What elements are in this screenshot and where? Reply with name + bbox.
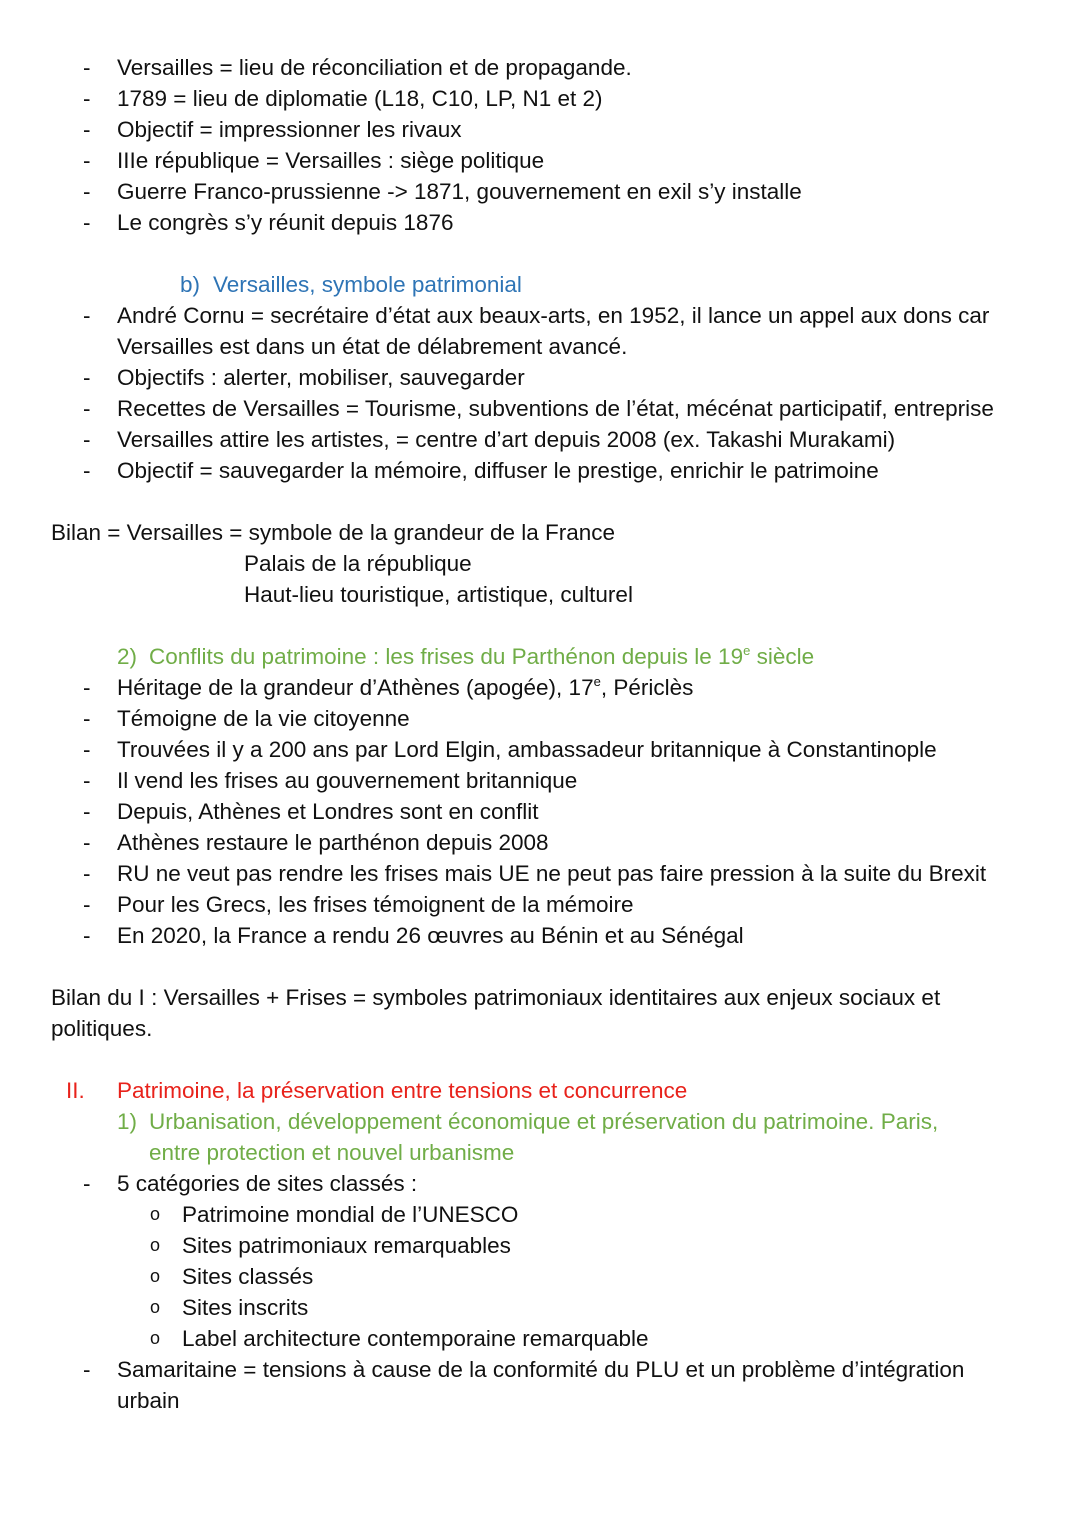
bullet-dash: - (83, 892, 91, 917)
subheading-text: entre protection et nouvel urbanisme (149, 1140, 515, 1165)
bullet-dash: - (83, 427, 91, 452)
bullet-text: Guerre Franco-prussienne -> 1871, gouvernement en exil s’y installe (117, 179, 802, 204)
sub-bullet-text: Label architecture contemporaine remarquable (182, 1326, 649, 1351)
bullet-dash: - (83, 861, 91, 886)
bullet-item (0, 765, 1080, 796)
bullet-item (0, 300, 1080, 331)
bullet-item (0, 145, 1080, 176)
bullet-text: RU ne veut pas rendre les frises mais UE ne peut pas faire pression à la suite du Brexit (117, 861, 987, 886)
bullet-text: Trouvées il y a 200 ans par Lord Elgin, ambassadeur britannique à Constantinople (117, 737, 937, 762)
bullet-dash: - (83, 86, 91, 111)
circle-bullet-icon: o (150, 1328, 161, 1348)
subheading-2 (0, 641, 1080, 672)
subheading-1 (0, 1106, 1080, 1137)
bullet-dash: - (83, 396, 91, 421)
bullet-dash: - (83, 737, 91, 762)
bullet-dash: - (83, 55, 91, 80)
bullet-text: Pour les Grecs, les frises témoignent de la mémoire (117, 892, 634, 917)
bullet-text: Depuis, Athènes et Londres sont en conflit (117, 799, 539, 824)
bilan-line (0, 982, 1080, 1013)
bullet-item (0, 827, 1080, 858)
bilan-text: politiques. (51, 1016, 153, 1041)
subheading-text: Urbanisation, développement économique et préservation du patrimoine. Paris, (149, 1109, 939, 1134)
sub-bullet-text: Sites classés (182, 1264, 314, 1289)
bullet-text: Versailles est dans un état de délabrement avancé. (117, 334, 628, 359)
bullet-text: Athènes restaure le parthénon depuis 2008 (117, 830, 549, 855)
bullet-dash: - (83, 1171, 91, 1196)
section-heading (0, 1075, 1080, 1106)
bilan-text: Haut-lieu touristique, artistique, culturel (244, 582, 633, 607)
subheading-text: Versailles, symbole patrimonial (213, 272, 522, 297)
bullet-dash: - (83, 768, 91, 793)
subheading-b (0, 269, 1080, 300)
bilan-line (0, 579, 1080, 610)
circle-bullet-icon: o (150, 1235, 161, 1255)
bullet-item (0, 858, 1080, 889)
bullet-item (0, 52, 1080, 83)
bullet-item (0, 424, 1080, 455)
bullet-text: Objectif = sauvegarder la mémoire, diffuser le prestige, enrichir le patrimoine (117, 458, 879, 483)
bullet-text: Versailles = lieu de réconciliation et de propagande. (117, 55, 632, 80)
bullet-dash: - (83, 117, 91, 142)
subheading-text: Conflits du patrimoine : les frises du Parthénon depuis le 19e siècle (149, 643, 815, 669)
bullet-text: IIIe république = Versailles : siège politique (117, 148, 545, 173)
circle-bullet-icon: o (150, 1266, 161, 1286)
sub-bullet-text: Sites patrimoniaux remarquables (182, 1233, 511, 1258)
sub-bullet-item (0, 1230, 1080, 1261)
subheading-marker: 2) (117, 644, 138, 669)
bullet-item (0, 393, 1080, 424)
bullet-item (0, 734, 1080, 765)
bilan-text: Palais de la république (244, 551, 472, 576)
bullet-dash: - (83, 365, 91, 390)
bullet-continuation (0, 331, 1080, 362)
bullet-text: Le congrès s’y réunit depuis 1876 (117, 210, 454, 235)
bullet-item (0, 889, 1080, 920)
bullet-dash: - (83, 799, 91, 824)
section-title: Patrimoine, la préservation entre tensions et concurrence (117, 1078, 688, 1103)
subheading-1-continuation (0, 1137, 1080, 1168)
bullet-item (0, 672, 1080, 703)
bilan-line (0, 1013, 1080, 1044)
bilan-text: Bilan = Versailles = symbole de la grandeur de la France (51, 520, 616, 545)
bullet-dash: - (83, 210, 91, 235)
bullet-dash: - (83, 148, 91, 173)
circle-bullet-icon: o (150, 1297, 161, 1317)
bullet-item (0, 362, 1080, 393)
bullet-item (0, 703, 1080, 734)
bullet-text: 1789 = lieu de diplomatie (L18, C10, LP, N1 et 2) (117, 86, 603, 111)
bullet-text: Versailles attire les artistes, = centre d’art depuis 2008 (ex. Takashi Murakami) (117, 427, 896, 452)
bullet-dash: - (83, 830, 91, 855)
bullet-dash: - (83, 706, 91, 731)
sub-bullet-item (0, 1292, 1080, 1323)
sub-bullet-item (0, 1261, 1080, 1292)
bullet-text: Samaritaine = tensions à cause de la conformité du PLU et un problème d’intégration (117, 1357, 965, 1382)
bullet-text: Recettes de Versailles = Tourisme, subventions de l’état, mécénat participatif, entreprise (117, 396, 994, 421)
bullet-item (0, 207, 1080, 238)
bilan-line (0, 517, 1080, 548)
bilan-line (0, 548, 1080, 579)
bullet-dash: - (83, 1357, 91, 1382)
subheading-marker: 1) (117, 1109, 138, 1134)
bilan-text: Bilan du I : Versailles + Frises = symboles patrimoniaux identitaires aux enjeux sociaux et (51, 985, 941, 1010)
bullet-text: 5 catégories de sites classés : (117, 1171, 418, 1196)
bullet-dash: - (83, 179, 91, 204)
bullet-continuation (0, 1385, 1080, 1416)
circle-bullet-icon: o (150, 1204, 161, 1224)
bullet-text: André Cornu = secrétaire d’état aux beaux-arts, en 1952, il lance un appel aux dons car (117, 303, 990, 328)
sub-bullet-item (0, 1323, 1080, 1354)
bullet-item (0, 83, 1080, 114)
section-numeral: II. (66, 1078, 85, 1103)
bullet-item (0, 796, 1080, 827)
bullet-dash: - (83, 923, 91, 948)
bullet-dash: - (83, 458, 91, 483)
bullet-text: Héritage de la grandeur d’Athènes (apogée), 17e, Périclès (117, 674, 694, 700)
subheading-marker: b) (180, 272, 201, 297)
bullet-item (0, 114, 1080, 145)
bullet-text: Objectif = impressionner les rivaux (117, 117, 462, 142)
sub-bullet-text: Patrimoine mondial de l’UNESCO (182, 1202, 519, 1227)
bullet-text: urbain (117, 1388, 180, 1413)
bullet-text: En 2020, la France a rendu 26 œuvres au Bénin et au Sénégal (117, 923, 744, 948)
bullet-item (0, 1168, 1080, 1199)
sub-bullet-text: Sites inscrits (182, 1295, 309, 1320)
bullet-text: Il vend les frises au gouvernement britannique (117, 768, 578, 793)
bullet-text: Objectifs : alerter, mobiliser, sauvegarder (117, 365, 525, 390)
bullet-item (0, 1354, 1080, 1385)
bullet-dash: - (83, 675, 91, 700)
bullet-dash: - (83, 303, 91, 328)
bullet-text: Témoigne de la vie citoyenne (117, 706, 410, 731)
bullet-item (0, 455, 1080, 486)
sub-bullet-item (0, 1199, 1080, 1230)
bullet-item (0, 176, 1080, 207)
bullet-item (0, 920, 1080, 951)
